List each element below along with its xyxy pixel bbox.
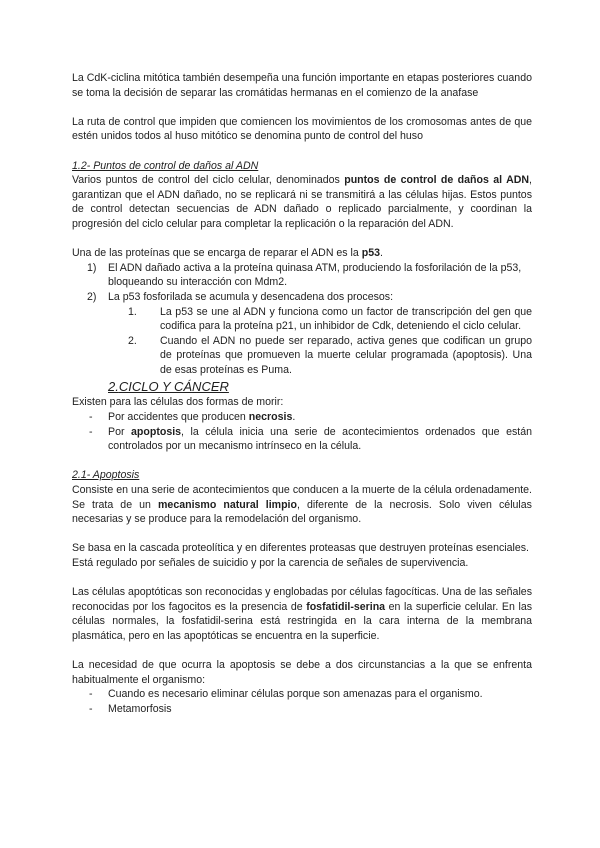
bold-term-p53: p53: [361, 247, 381, 260]
paragraph-puntos-control-danos: Varios puntos de control del ciclo celular, denominados puntos de control de daños al ADN, garantizan que el ADN dañado, no se replicará ni se transmitirá a las células hijas. Estos puntos de control detectan secuencias de ADN dañado o replicado parcialmente, y coordinan la progresión del ciclo celular para completar la replicación o la reparación del ADN.: [72, 174, 532, 230]
bold-term-fosfatidil-serina: fosfatidil-serina: [306, 600, 386, 613]
section-heading-2-1: 2.1- Apoptosis: [72, 469, 140, 482]
paragraph-apoptosis-definicion: Consiste en una serie de acontecimientos que conducen a la muerte de la célula ordenadamente. Se trata de un mecanismo natural limpio, diferente de la necrosis. Solo viven células necesarias y se produce para la remodelación del organismo.: [72, 484, 532, 526]
paragraph-celulas-apoptoticas: Las células apoptóticas son reconocidas y englobadas por células fagocíticas. Una de las señales reconocidas por los fagocitos es la presencia de fosfatidil-serina en la superficie celular. En las células normales, la fosfatidil-serina está restringida en la cara interna de la membrana plasmática, pero en las apoptóticas se encuentra en la superficie.: [72, 586, 533, 642]
list-item-text: Cuando es necesario eliminar células porque son amenazas para el organismo.: [108, 688, 483, 701]
paragraph-punto-control-huso: La ruta de control que impiden que comiencen los movimientos de los cromosomas antes de que estén unidos todos al huso mitótico se denomina punto de control del huso: [72, 115, 532, 143]
paragraph-regulacion: Está regulado por señales de suicidio y por la carencia de señales de supervivencia.: [72, 557, 469, 569]
dash-list-formas-morir: [72, 410, 532, 454]
dash-list-circunstancias: [72, 687, 532, 716]
paragraph-p53-intro: Una de las proteínas que se encarga de reparar el ADN es la p53.: [72, 247, 383, 260]
list-item: [72, 261, 532, 290]
paragraph-cdk-ciclina: La CdK-ciclina mitótica también desempeña una función importante en etapas posteriores cuando se toma la decisión de separar las cromátidas hermanas en el comienzo de la anafase: [72, 72, 532, 99]
list-item: [72, 687, 532, 702]
list-number: 2): [87, 290, 97, 303]
paragraph-cascada-proteolitica: Se basa en la cascada proteolítica y en diferentes proteasas que destruyen proteínas esenciales.: [72, 542, 529, 555]
dash-bullet: -: [89, 688, 93, 701]
sublist-item: [72, 305, 532, 334]
list-item-text: Cuando el ADN no puede ser reparado, activa genes que codifican un grupo de proteínas que promueven la muerte celular programada (apoptosis). Una de esas proteínas es Puma.: [160, 334, 532, 376]
bold-term-apoptosis: apoptosis: [131, 425, 182, 438]
list-item-text: Metamorfosis: [108, 702, 172, 715]
numbered-sublist-procesos: [108, 305, 532, 378]
list-number: 2.: [128, 334, 137, 347]
list-item-text: La p53 se une al ADN y funciona como un factor de transcripción del gen que codifica para la proteína p21, un inhibidor de Cdk, deteniendo el ciclo celular.: [160, 305, 532, 333]
numbered-list-p53: [72, 261, 532, 378]
list-item: [72, 290, 532, 378]
paragraph-formas-morir: Existen para las células dos formas de morir:: [72, 396, 284, 409]
list-item-text: El ADN dañado activa a la proteína quinasa ATM, produciendo la fosforilación de la p53, bloqueando su interacción con Mdm2.: [108, 261, 522, 289]
dash-bullet: -: [89, 425, 93, 438]
section-heading-1-2: 1.2- Puntos de control de daños al ADN: [72, 159, 259, 172]
bold-term-necrosis: necrosis: [248, 411, 293, 424]
paragraph-necesidad-apoptosis: La necesidad de que ocurra la apoptosis se debe a dos circunstancias a la que se enfrenta habitualmente el organismo:: [72, 659, 532, 686]
list-item-text: La p53 fosforilada se acumula y desencadena dos procesos:: [108, 290, 394, 303]
list-number: 1.: [128, 305, 137, 318]
bold-term-puntos-control: puntos de control de daños al ADN: [344, 174, 530, 187]
dash-bullet: -: [89, 411, 93, 424]
list-item: - Por accidentes que producen necrosis.: [89, 411, 296, 424]
list-item: [72, 702, 532, 717]
sublist-item: [72, 334, 532, 378]
section-title-ciclo-cancer: CICLO Y CÁNCER: [118, 379, 229, 395]
dash-bullet: -: [89, 702, 93, 715]
list-number: 1): [87, 261, 97, 274]
list-item: - Por apoptosis, la célula inicia una serie de acontecimientos ordenados que están controlados por un mecanismo intrínseco en la célula.: [89, 425, 532, 453]
bold-term-mecanismo: mecanismo natural limpio: [158, 498, 297, 511]
section-heading-2: 2.CICLO Y CÁNCER: [108, 379, 229, 395]
